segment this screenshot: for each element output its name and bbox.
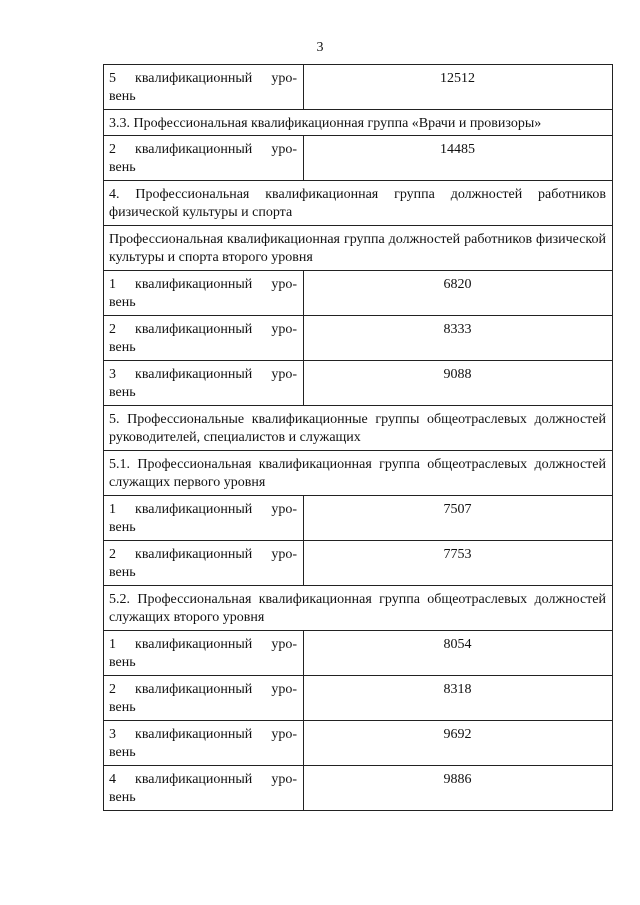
table-row: [104, 541, 613, 586]
salary-value: 8318: [304, 676, 613, 721]
qualification-level-cell: [104, 65, 304, 110]
level-label-line2: вень: [109, 565, 136, 580]
salary-value: 8054: [304, 631, 613, 676]
group-heading: 3.3. Профессиональная квалификационная группа «Врачи и провизоры»: [104, 110, 613, 136]
level-label-line2: вень: [109, 160, 136, 175]
level-label-line1: 1 квалификационный уро-: [109, 277, 297, 292]
table-row: [104, 110, 613, 136]
table-row: [104, 721, 613, 766]
table-row: [104, 316, 613, 361]
table-row: [104, 406, 613, 451]
qualification-level-cell: [104, 721, 304, 766]
salary-value: 9692: [304, 721, 613, 766]
level-label-line1: 2 квалификационный уро-: [109, 682, 297, 697]
table-row: [104, 271, 613, 316]
level-label-line1: 2 квалификационный уро-: [109, 142, 297, 157]
group-heading: 5. Профессиональные квалификационные группы общеотраслевых должностей руководителей, специалистов и служащих: [104, 406, 613, 451]
qualification-level-cell: [104, 676, 304, 721]
table-row: [104, 136, 613, 181]
qualification-level-cell: [104, 541, 304, 586]
salary-table: [103, 64, 613, 811]
level-label-line2: вень: [109, 520, 136, 535]
level-label-line1: 3 квалификационный уро-: [109, 727, 297, 742]
qualification-level-cell: [104, 631, 304, 676]
page-number: 3: [316, 40, 324, 55]
table-row: [104, 361, 613, 406]
table-row: [104, 451, 613, 496]
level-label-line2: вень: [109, 295, 136, 310]
level-label-line1: 1 квалификационный уро-: [109, 502, 297, 517]
table-row: [104, 65, 613, 110]
level-label-line1: 5 квалификационный уро-: [109, 71, 297, 86]
qualification-level-cell: [104, 496, 304, 541]
salary-value: 12512: [304, 65, 613, 110]
level-label-line2: вень: [109, 655, 136, 670]
level-label-line2: вень: [109, 745, 136, 760]
level-label-line1: 3 квалификационный уро-: [109, 367, 297, 382]
table-row: [104, 586, 613, 631]
group-heading: Профессиональная квалификационная группа должностей работников физической культуры и спорта второго уровня: [104, 226, 613, 271]
salary-value: 9886: [304, 766, 613, 811]
level-label-line2: вень: [109, 340, 136, 355]
qualification-level-cell: [104, 136, 304, 181]
table-row: [104, 226, 613, 271]
group-heading: 5.1. Профессиональная квалификационная группа общеотраслевых должностей служащих первого уровня: [104, 451, 613, 496]
level-label-line2: вень: [109, 790, 136, 805]
table-row: [104, 181, 613, 226]
qualification-level-cell: [104, 271, 304, 316]
level-label-line1: 2 квалификационный уро-: [109, 547, 297, 562]
salary-value: 7753: [304, 541, 613, 586]
qualification-level-cell: [104, 361, 304, 406]
level-label-line2: вень: [109, 89, 136, 104]
group-heading: 4. Профессиональная квалификационная группа должностей работников физической культуры и спорта: [104, 181, 613, 226]
salary-value: 8333: [304, 316, 613, 361]
salary-value: 9088: [304, 361, 613, 406]
salary-value: 14485: [304, 136, 613, 181]
group-heading: 5.2. Профессиональная квалификационная группа общеотраслевых должностей служащих второго уровня: [104, 586, 613, 631]
level-label-line1: 2 квалификационный уро-: [109, 322, 297, 337]
level-label-line2: вень: [109, 700, 136, 715]
qualification-level-cell: [104, 316, 304, 361]
level-label-line1: 1 квалификационный уро-: [109, 637, 297, 652]
table-row: [104, 631, 613, 676]
salary-value: 6820: [304, 271, 613, 316]
level-label-line1: 4 квалификационный уро-: [109, 772, 297, 787]
salary-value: 7507: [304, 496, 613, 541]
level-label-line2: вень: [109, 385, 136, 400]
table-row: [104, 766, 613, 811]
qualification-level-cell: [104, 766, 304, 811]
table-row: [104, 496, 613, 541]
table-row: [104, 676, 613, 721]
